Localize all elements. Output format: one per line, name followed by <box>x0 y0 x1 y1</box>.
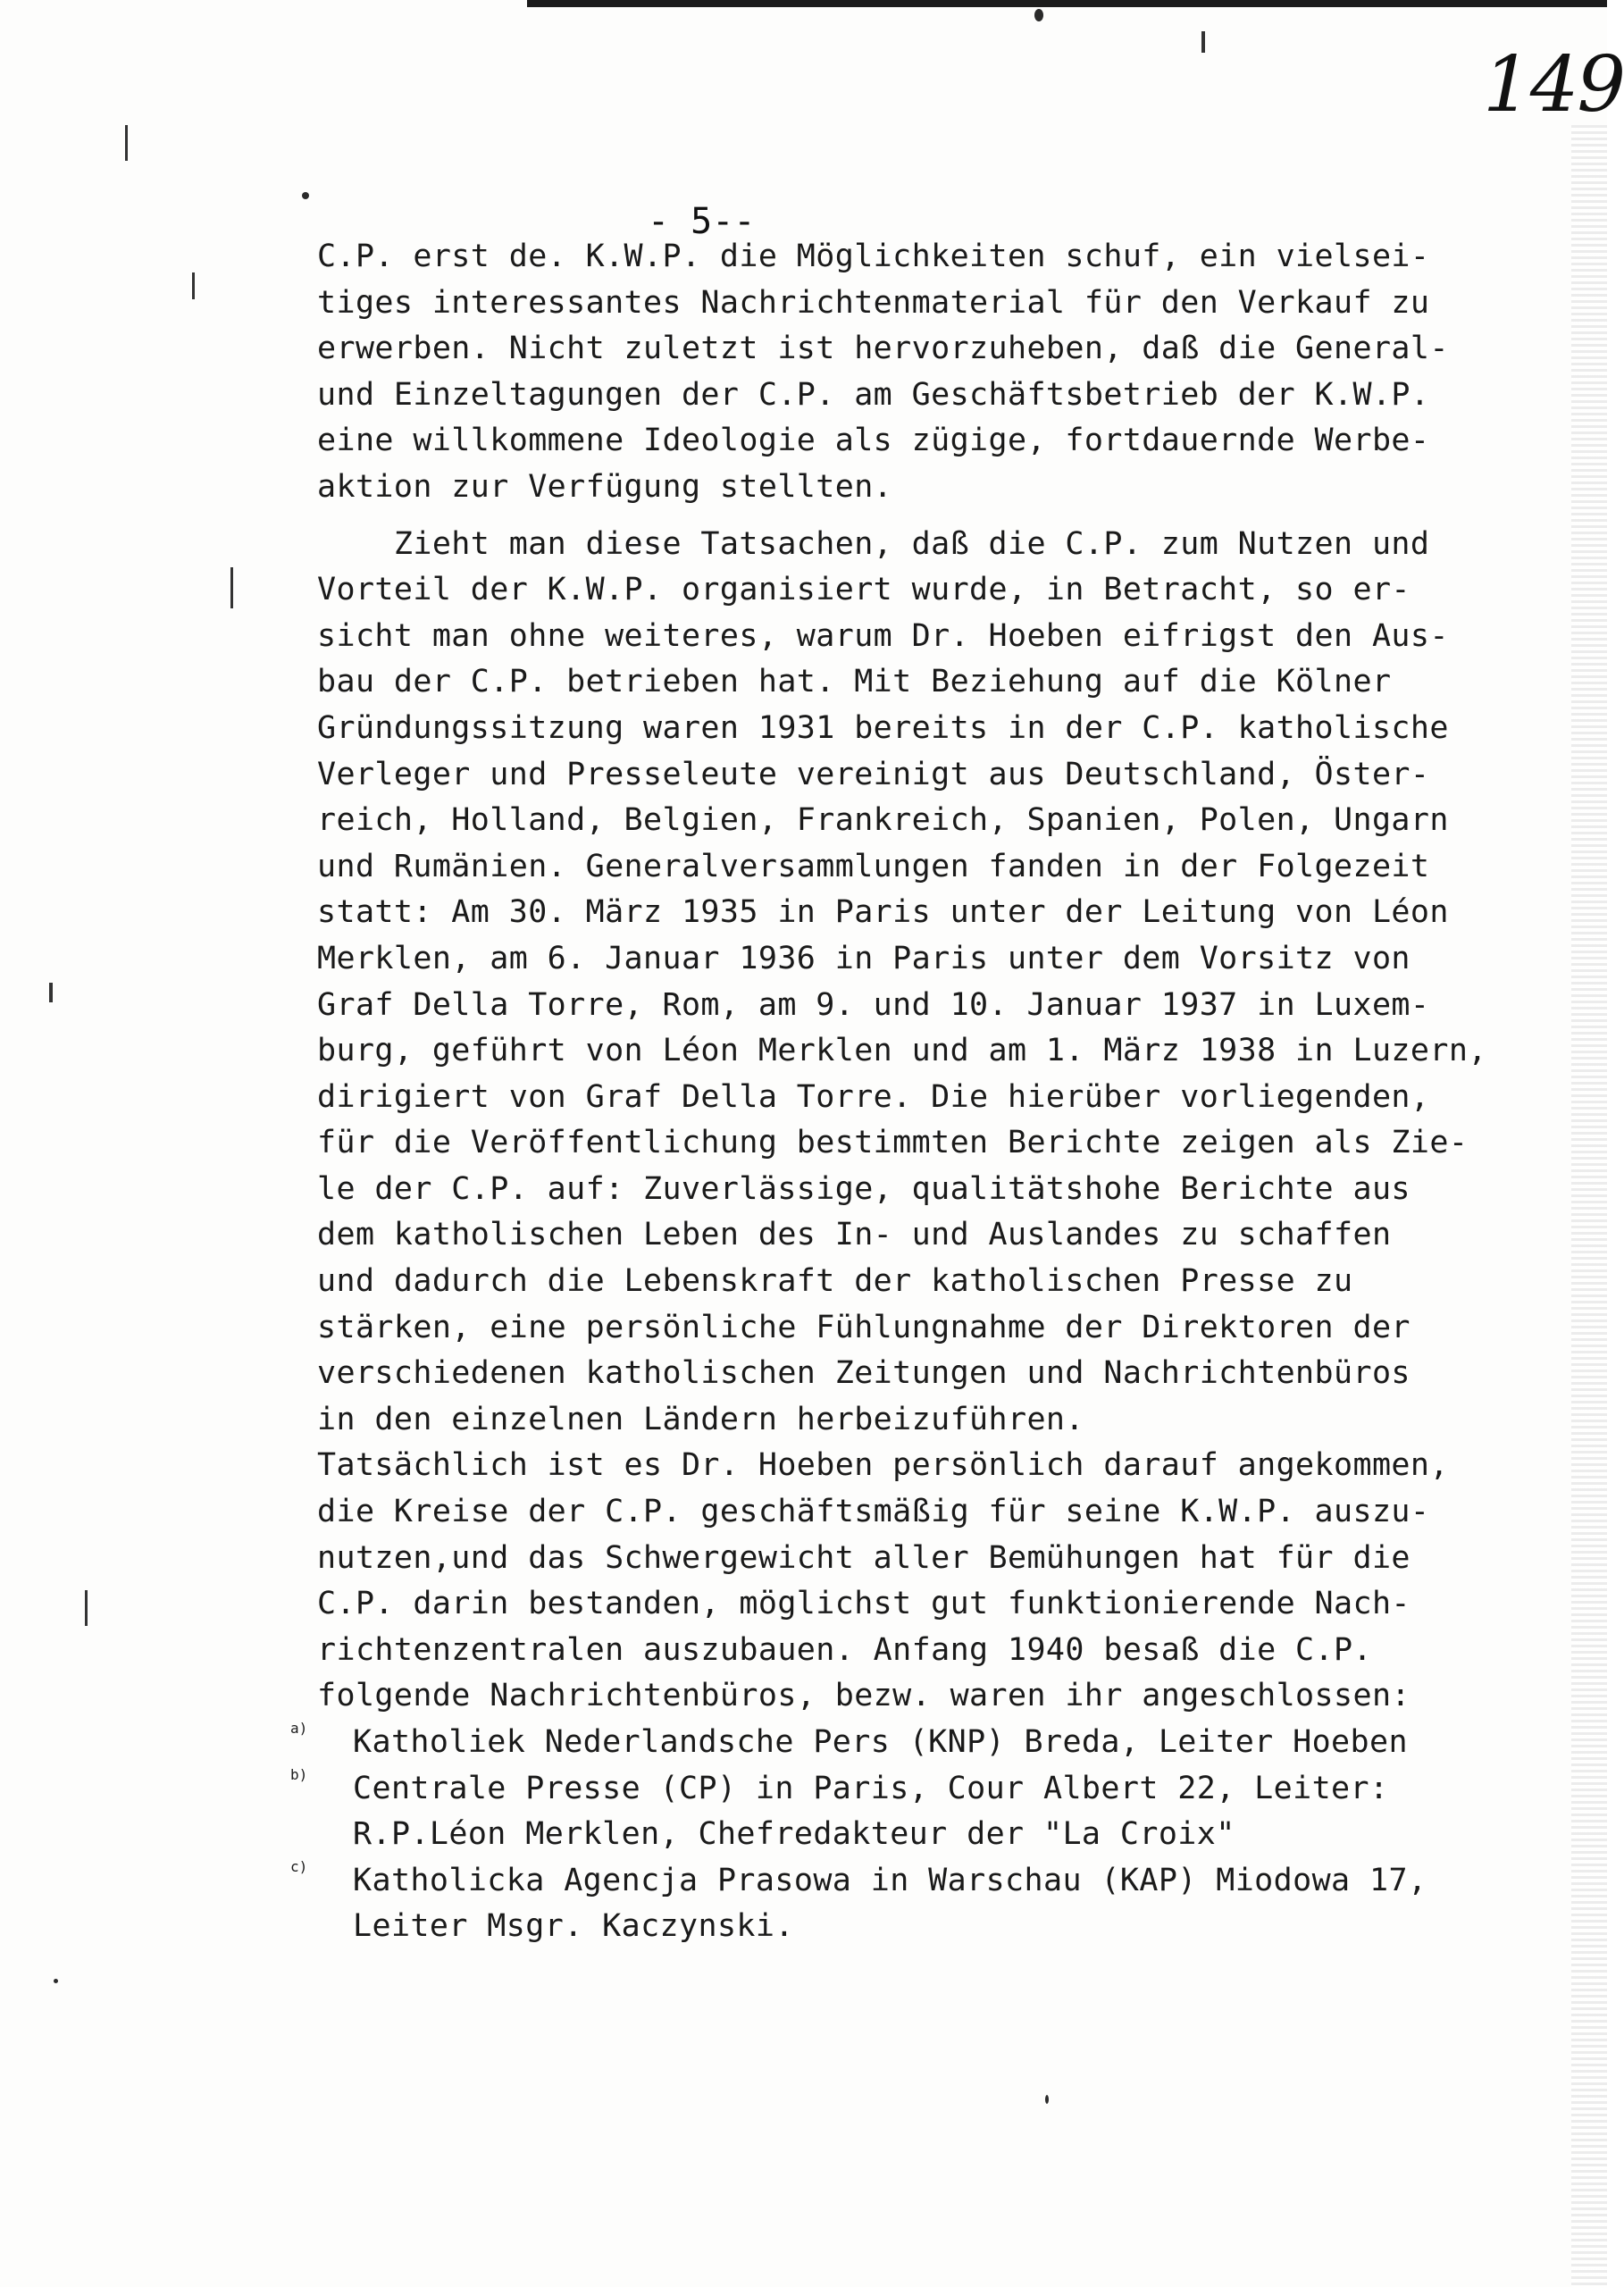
text-line: und dadurch die Lebenskraft der katholischen Presse zu <box>317 1263 1353 1300</box>
text-line: Gründungssitzung waren 1931 bereits in der C.P. katholische <box>317 709 1449 746</box>
list-item-text: Leiter Msgr. Kaczynski. <box>353 1908 794 1945</box>
text-line: le der C.P. auf: Zuverlässige, qualitätshohe Berichte aus <box>317 1170 1411 1207</box>
scan-speck <box>1034 9 1043 21</box>
scan-speck <box>302 192 309 199</box>
paragraph <box>317 522 1519 1444</box>
paragraph <box>317 234 1519 511</box>
text-line: tiges interessantes Nachrichtenmaterial für den Verkauf zu <box>317 284 1430 321</box>
text-line: burg, geführt von Léon Merklen und am 1. März 1938 in Luzern, <box>317 1033 1487 1069</box>
scan-speck <box>230 567 233 608</box>
text-line: stärken, eine persönliche Fühlungnahme der Direktoren der <box>317 1309 1411 1345</box>
list-item <box>290 1720 1519 1766</box>
text-line: und Rumänien. Generalversammlungen fanden in der Folgezeit <box>317 848 1430 884</box>
text-line: Vorteil der K.W.P. organisiert wurde, in Betracht, so er- <box>317 572 1411 608</box>
list-item <box>290 1765 1519 1858</box>
text-line: dirigiert von Graf Della Torre. Die hierüber vorliegenden, <box>317 1078 1430 1115</box>
text-line: Verleger und Presseleute vereinigt aus Deutschland, Öster- <box>317 756 1430 792</box>
list-item <box>290 1857 1519 1950</box>
text-line: nutzen,und das Schwergewicht aller Bemühungen hat für die <box>317 1539 1411 1576</box>
page-number: - 5-- <box>648 201 756 242</box>
list-item-text: Centrale Presse (CP) in Paris, Cour Albert 22, Leiter: <box>353 1770 1389 1806</box>
scan-edge-artifact <box>1571 125 1607 2287</box>
paragraph <box>317 1443 1519 1720</box>
top-binding-rule <box>527 0 1607 7</box>
scan-speck <box>54 1979 58 1983</box>
text-line: bau der C.P. betrieben hat. Mit Beziehung auf die Kölner <box>317 664 1392 700</box>
text-line: dem katholischen Leben des In- und Auslandes zu schaffen <box>317 1217 1392 1253</box>
text-line: Tatsächlich ist es Dr. Hoeben persönlich darauf angekommen, <box>317 1447 1449 1484</box>
text-line: C.P. erst de. K.W.P. die Möglichkeiten schuf, ein vielsei- <box>317 239 1430 274</box>
text-line: sicht man ohne weiteres, warum Dr. Hoeben eifrigst den Aus- <box>317 617 1449 654</box>
text-line: und Einzeltagungen der C.P. am Geschäftsbetrieb der K.W.P. <box>317 376 1430 413</box>
text-line: die Kreise der C.P. geschäftsmäßig für seine K.W.P. auszu- <box>317 1494 1430 1530</box>
text-line: Merklen, am 6. Januar 1936 in Paris unter dem Vorsitz von <box>317 940 1411 976</box>
scan-speck <box>49 983 53 1002</box>
scan-speck <box>1045 2095 1049 2104</box>
text-line: richtenzentralen auszubauen. Anfang 1940 besaß die C.P. <box>317 1631 1372 1668</box>
text-line: erwerben. Nicht zuletzt ist hervorzuheben, daß die General- <box>317 331 1449 367</box>
scan-speck <box>192 272 195 299</box>
text-line: C.P. darin bestanden, möglichst gut funktionierende Nach- <box>317 1586 1411 1622</box>
text-line: in den einzelnen Ländern herbeizuführen. <box>317 1401 1084 1437</box>
text-line: statt: Am 30. März 1935 in Paris unter der Leitung von Léon <box>317 894 1449 931</box>
folio-number: 149 <box>1483 40 1624 130</box>
text-line: für die Veröffentlichung bestimmten Berichte zeigen als Zie- <box>317 1125 1469 1161</box>
list-item-label: b) <box>290 1765 308 1783</box>
scan-speck <box>125 125 128 161</box>
text-line: Zieht man diese Tatsachen, daß die C.P. zum Nutzen und <box>317 525 1430 562</box>
office-list <box>290 1720 1519 1950</box>
text-line: verschiedenen katholischen Zeitungen und Nachrichtenbüros <box>317 1355 1411 1392</box>
scan-speck <box>1201 31 1205 53</box>
list-item-text: Katholicka Agencja Prasowa in Warschau (KAP) Miodowa 17, <box>353 1862 1427 1898</box>
document-body <box>290 234 1519 1950</box>
text-line: Graf Della Torre, Rom, am 9. und 10. Januar 1937 in Luxem- <box>317 986 1430 1023</box>
text-line: aktion zur Verfügung stellten. <box>317 468 893 505</box>
text-line: reich, Holland, Belgien, Frankreich, Spanien, Polen, Ungarn <box>317 802 1449 839</box>
list-item-label: c) <box>290 1857 308 1875</box>
text-line: eine willkommene Ideologie als zügige, fortdauernde Werbe- <box>317 423 1430 459</box>
list-item-label: a) <box>290 1720 308 1737</box>
text-line: folgende Nachrichtenbüros, bezw. waren ihr angeschlossen: <box>317 1678 1411 1714</box>
paragraph-gap <box>317 511 1519 522</box>
scan-speck <box>85 1590 88 1626</box>
list-item-text: R.P.Léon Merklen, Chefredakteur der "La Croix" <box>353 1816 1235 1853</box>
list-item-text: Katholiek Nederlandsche Pers (KNP) Breda, Leiter Hoeben <box>353 1724 1408 1760</box>
